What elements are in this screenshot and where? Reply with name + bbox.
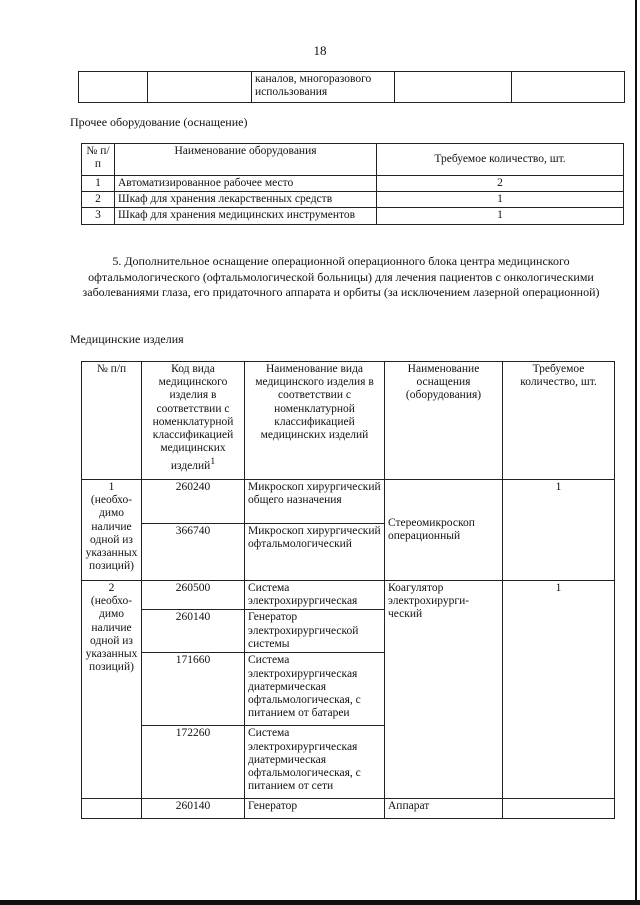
group-equipment: Аппарат: [385, 799, 503, 819]
row-num: 1: [82, 176, 115, 192]
table-cell: [512, 72, 625, 103]
header-num: № п/п: [82, 362, 142, 480]
table-cell: каналов, многоразового использования: [252, 72, 395, 103]
item-name: Генератор электрохирургической системы: [245, 610, 385, 653]
item-name: Система электрохирургическая диатермическая офтальмологическая, с питанием от батареи: [245, 653, 385, 726]
group-note: (необхо-димо наличие одной из указанных позиций): [85, 494, 138, 573]
header-equipment: Наименование оснащения (оборудования): [385, 362, 503, 480]
item-name: Генератор: [245, 799, 385, 819]
item-code: 260500: [142, 581, 245, 610]
table-row: [82, 799, 615, 819]
table-cell: [395, 72, 512, 103]
top-continuation-table: [78, 71, 625, 103]
row-name: Автоматизированное рабочее место: [115, 176, 377, 192]
item-name: Система электрохирургическая диатермическая офтальмологическая, с питанием от сети: [245, 726, 385, 799]
item-code: 260140: [142, 799, 245, 819]
row-qty: 2: [377, 176, 624, 192]
group-note: (необхо-димо наличие одной из указанных позиций): [85, 595, 138, 674]
group-equipment: Стереомикроскоп операционный: [385, 480, 503, 581]
table-cell: [503, 799, 615, 819]
header-quantity: Требуемое количество, шт.: [377, 144, 624, 176]
group-equipment: Коагулятор электрохирурги-ческий: [385, 581, 503, 799]
header-equipment-name: Наименование оборудования: [115, 144, 377, 176]
scan-edge-bottom: [0, 900, 640, 905]
table-row: [82, 208, 624, 224]
footnote-mark: 1: [210, 455, 216, 467]
header-num: № п/п: [82, 144, 115, 176]
table-row: [82, 581, 615, 610]
header-quantity: Требуемое количество, шт.: [503, 362, 615, 480]
row-name: Шкаф для хранения медицинских инструментов: [115, 208, 377, 224]
group-num-cell: 1 (необхо-димо наличие одной из указанных позиций): [82, 480, 142, 581]
item-name: Система электрохирургическая: [245, 581, 385, 610]
medical-items-caption: Медицинские изделия: [70, 332, 184, 346]
group-qty: 1: [503, 581, 615, 799]
table-cell: [148, 72, 252, 103]
page-number: 18: [313, 43, 327, 58]
other-equipment-table: [81, 143, 624, 225]
item-name: Микроскоп хирургический общего назначения: [245, 480, 385, 524]
item-code: 172260: [142, 726, 245, 799]
row-num: 2: [82, 192, 115, 208]
header-item-name: Наименование вида медицинского изделия в соответствии с номенклатурной классификацией медицинских изделий: [245, 362, 385, 480]
group-num-cell: 2 (необхо-димо наличие одной из указанных позиций): [82, 581, 142, 799]
item-code: 260140: [142, 610, 245, 653]
item-code: 260240: [142, 480, 245, 524]
table-cell: [82, 799, 142, 819]
group-qty: 1: [503, 480, 615, 581]
table-row: [82, 480, 615, 524]
row-qty: 1: [377, 208, 624, 224]
other-equipment-caption: Прочее оборудование (оснащение): [70, 115, 248, 129]
section-5-heading: 5. Дополнительное оснащение операционной операционного блока центра медицинского офтальмологического (офтальмологической больницы) для лечения пациентов с онкологическими заболеваниями глаза, его придаточного аппарата и орбиты (за исключением лазерной операционной): [82, 254, 600, 300]
row-qty: 1: [377, 192, 624, 208]
item-code: 366740: [142, 524, 245, 581]
item-code: 171660: [142, 653, 245, 726]
table-row: [82, 192, 624, 208]
scan-edge-vertical: [635, 0, 637, 905]
table-cell: [79, 72, 148, 103]
medical-items-table: [81, 361, 615, 819]
row-name: Шкаф для хранения лекарственных средств: [115, 192, 377, 208]
header-code: Код вида медицинского изделия в соответствии с номенклатурной классификацией медицинских изделий$^1$: [142, 362, 245, 480]
row-num: 3: [82, 208, 115, 224]
item-name: Микроскоп хирургический офтальмологический: [245, 524, 385, 581]
table-row: [82, 176, 624, 192]
